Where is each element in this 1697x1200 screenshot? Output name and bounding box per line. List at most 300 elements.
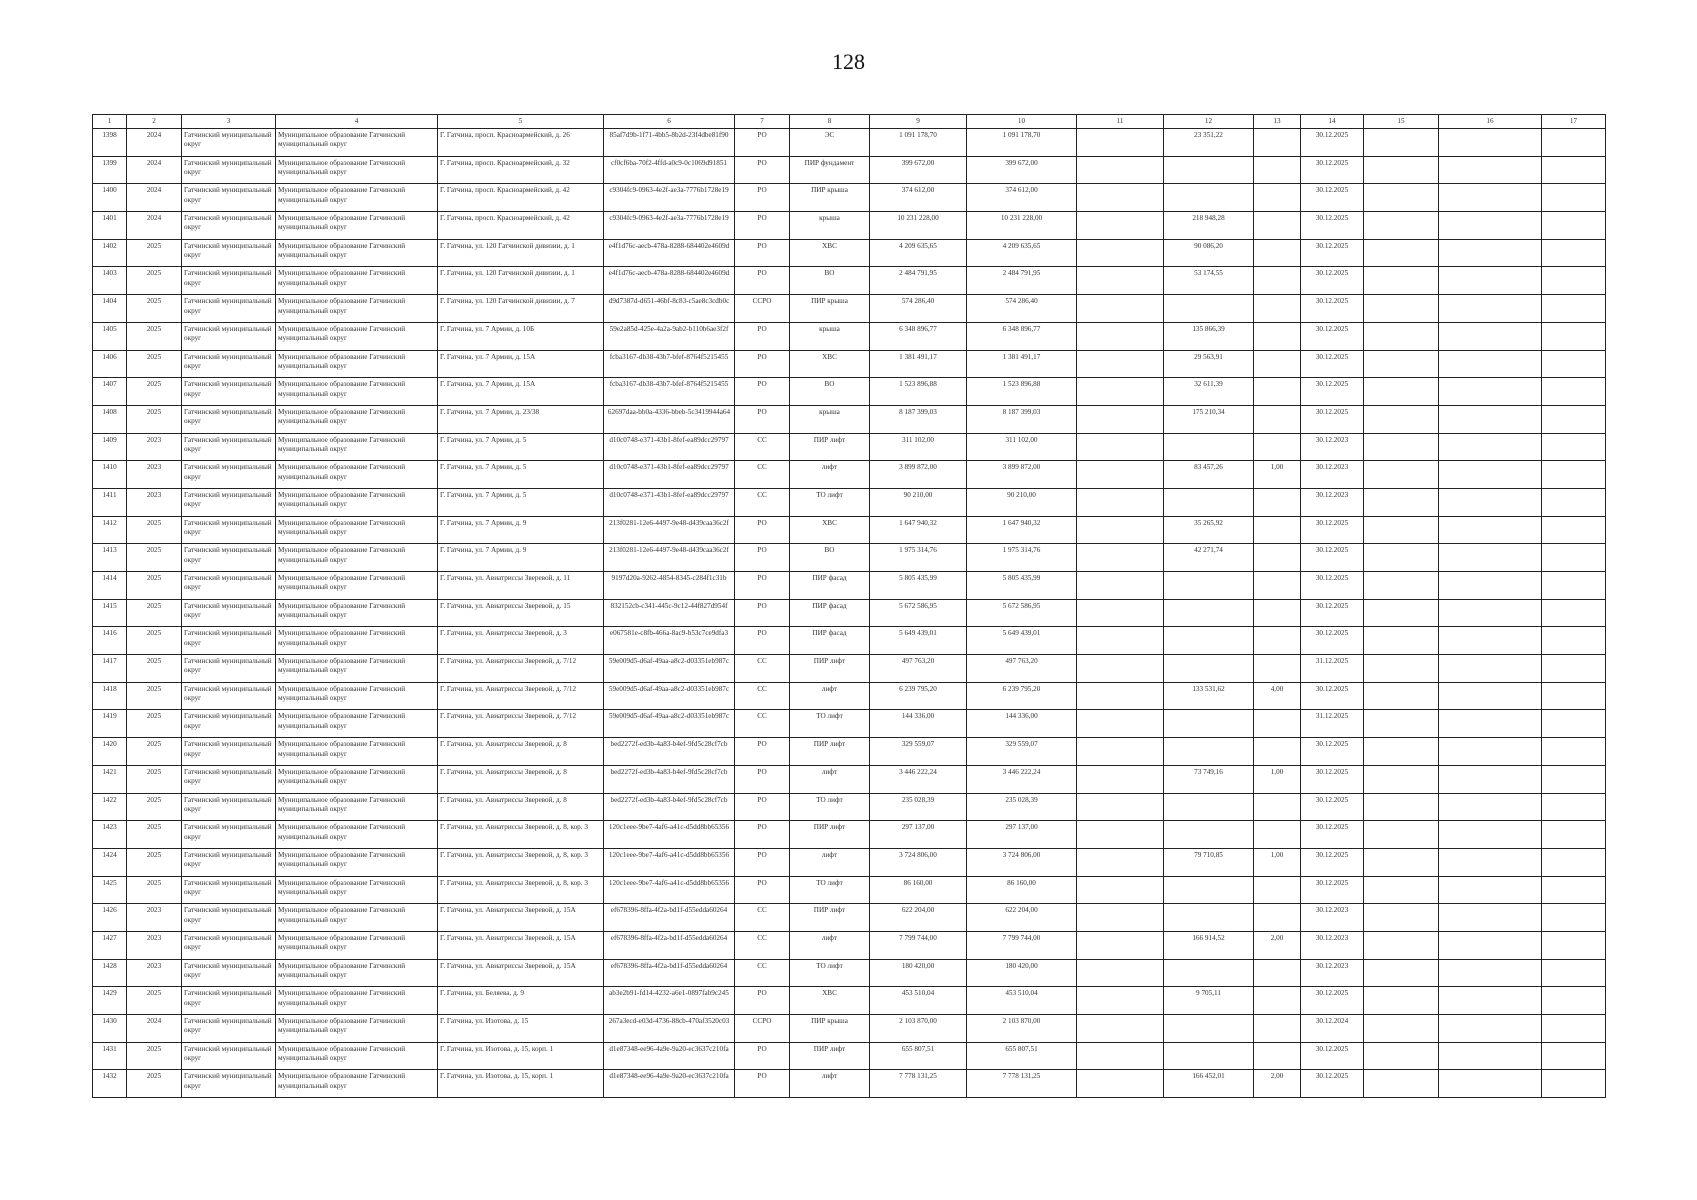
- cell-col-17: [1542, 627, 1606, 655]
- cell-col-12: [1164, 793, 1254, 821]
- cell-deadline: 30.12.2025: [1301, 516, 1364, 544]
- cell-row-number: 1398: [93, 129, 127, 157]
- column-header-7: 7: [735, 115, 790, 129]
- cell-municipality: Муниципальное образование Гатчинский муниципальный округ: [276, 987, 438, 1015]
- cell-col-17: [1542, 488, 1606, 516]
- cell-municipality: Муниципальное образование Гатчинский муниципальный округ: [276, 350, 438, 378]
- cell-fund-type: РО: [735, 738, 790, 766]
- cell-col-12: 90 086,20: [1164, 239, 1254, 267]
- cell-col-13: [1254, 627, 1301, 655]
- cell-col-13: [1254, 267, 1301, 295]
- cell-district: Гатчинский муниципальный округ: [182, 627, 276, 655]
- table-row: [93, 959, 1606, 987]
- cell-deadline: 30.12.2025: [1301, 129, 1364, 157]
- cell-house-id: 213f0281-12e6-4497-9e48-d439caa36c2f: [604, 544, 735, 572]
- cell-col-12: 79 710,85: [1164, 848, 1254, 876]
- cell-year: 2024: [127, 212, 182, 240]
- register-table: [92, 114, 1606, 1098]
- cell-address: Г. Гатчина, ул. Авиатриссы Зверевой, д. 15А: [438, 904, 604, 932]
- table-row: [93, 572, 1606, 600]
- cell-deadline: 30.12.2024: [1301, 1015, 1364, 1043]
- cell-fund-type: РО: [735, 405, 790, 433]
- cell-col-11: [1077, 461, 1164, 489]
- cell-work-type: ХВС: [790, 239, 870, 267]
- cell-house-id: ab3e2b91-fd14-4232-a6e1-0897fab9c245: [604, 987, 735, 1015]
- cell-fund-cost: 374 612,00: [967, 184, 1077, 212]
- cell-col-12: 9 705,11: [1164, 987, 1254, 1015]
- cell-work-type: ПИР лифт: [790, 433, 870, 461]
- cell-col-11: [1077, 876, 1164, 904]
- page-number: 128: [832, 49, 865, 74]
- cell-house-id: bed2272f-ed3b-4a83-b4ef-9fd5c28cf7cb: [604, 738, 735, 766]
- cell-col-17: [1542, 129, 1606, 157]
- cell-district: Гатчинский муниципальный округ: [182, 156, 276, 184]
- cell-col-17: [1542, 322, 1606, 350]
- table-row: [93, 1042, 1606, 1070]
- cell-fund-cost: 655 807,51: [967, 1042, 1077, 1070]
- table-row: [93, 904, 1606, 932]
- cell-col-13: [1254, 710, 1301, 738]
- cell-row-number: 1405: [93, 322, 127, 350]
- cell-year: 2023: [127, 433, 182, 461]
- cell-col-11: [1077, 129, 1164, 157]
- cell-total-cost: 6 348 896,77: [870, 322, 967, 350]
- cell-district: Гатчинский муниципальный округ: [182, 378, 276, 406]
- table-row: [93, 1015, 1606, 1043]
- cell-fund-type: РО: [735, 239, 790, 267]
- cell-fund-type: СС: [735, 655, 790, 683]
- cell-year: 2024: [127, 156, 182, 184]
- cell-year: 2025: [127, 1042, 182, 1070]
- cell-deadline: 30.12.2025: [1301, 156, 1364, 184]
- cell-municipality: Муниципальное образование Гатчинский муниципальный округ: [276, 738, 438, 766]
- cell-col-15: [1364, 710, 1439, 738]
- cell-fund-type: РО: [735, 1070, 790, 1098]
- column-header-3: 3: [182, 115, 276, 129]
- cell-col-13: [1254, 433, 1301, 461]
- cell-fund-type: СС: [735, 959, 790, 987]
- cell-district: Гатчинский муниципальный округ: [182, 572, 276, 600]
- cell-row-number: 1428: [93, 959, 127, 987]
- cell-house-id: ef678396-8ffa-4f2a-bd1f-d55edda60264: [604, 959, 735, 987]
- cell-municipality: Муниципальное образование Гатчинский муниципальный округ: [276, 1015, 438, 1043]
- cell-district: Гатчинский муниципальный округ: [182, 848, 276, 876]
- cell-municipality: Муниципальное образование Гатчинский муниципальный округ: [276, 267, 438, 295]
- cell-col-12: [1164, 295, 1254, 323]
- table-row: [93, 295, 1606, 323]
- cell-fund-cost: 1 091 178,70: [967, 129, 1077, 157]
- cell-row-number: 1420: [93, 738, 127, 766]
- cell-col-13: 2,00: [1254, 931, 1301, 959]
- cell-district: Гатчинский муниципальный округ: [182, 599, 276, 627]
- cell-row-number: 1400: [93, 184, 127, 212]
- cell-address: Г. Гатчина, ул. 7 Армии, д. 5: [438, 488, 604, 516]
- cell-work-type: ТО лифт: [790, 793, 870, 821]
- cell-deadline: 30.12.2023: [1301, 488, 1364, 516]
- cell-col-17: [1542, 433, 1606, 461]
- table-row: [93, 738, 1606, 766]
- cell-col-11: [1077, 682, 1164, 710]
- cell-fund-type: РО: [735, 212, 790, 240]
- cell-work-type: крыша: [790, 405, 870, 433]
- cell-col-16: [1439, 959, 1542, 987]
- cell-col-13: [1254, 156, 1301, 184]
- table-row: [93, 405, 1606, 433]
- cell-col-15: [1364, 516, 1439, 544]
- cell-col-11: [1077, 350, 1164, 378]
- cell-total-cost: 7 778 131,25: [870, 1070, 967, 1098]
- cell-municipality: Муниципальное образование Гатчинский муниципальный округ: [276, 239, 438, 267]
- cell-address: Г. Гатчина, ул. Авиатриссы Зверевой, д. 7/12: [438, 710, 604, 738]
- cell-col-13: [1254, 959, 1301, 987]
- cell-col-15: [1364, 156, 1439, 184]
- cell-house-id: 59e009d5-d6af-49aa-a8c2-d03351eb987c: [604, 710, 735, 738]
- cell-fund-type: РО: [735, 627, 790, 655]
- cell-col-17: [1542, 156, 1606, 184]
- cell-deadline: 30.12.2025: [1301, 738, 1364, 766]
- cell-work-type: ПИР лифт: [790, 655, 870, 683]
- cell-fund-cost: 10 231 228,00: [967, 212, 1077, 240]
- table-row: [93, 876, 1606, 904]
- cell-year: 2025: [127, 987, 182, 1015]
- cell-fund-cost: 1 975 314,76: [967, 544, 1077, 572]
- cell-fund-cost: 6 348 896,77: [967, 322, 1077, 350]
- cell-address: Г. Гатчина, ул. 7 Армии, д. 23/38: [438, 405, 604, 433]
- cell-col-13: 1,00: [1254, 461, 1301, 489]
- cell-house-id: 213f0281-12e6-4497-9e48-d439caa36c2f: [604, 516, 735, 544]
- cell-col-15: [1364, 959, 1439, 987]
- cell-col-11: [1077, 959, 1164, 987]
- column-header-11: 11: [1077, 115, 1164, 129]
- cell-district: Гатчинский муниципальный округ: [182, 184, 276, 212]
- cell-total-cost: 2 484 791,95: [870, 267, 967, 295]
- cell-fund-type: РО: [735, 184, 790, 212]
- cell-col-17: [1542, 904, 1606, 932]
- cell-address: Г. Гатчина, ул. 7 Армии, д. 5: [438, 433, 604, 461]
- cell-year: 2025: [127, 267, 182, 295]
- cell-col-15: [1364, 488, 1439, 516]
- cell-col-13: 1,00: [1254, 848, 1301, 876]
- cell-house-id: d1e87348-ee96-4a9e-9a20-ec3637c210fa: [604, 1070, 735, 1098]
- cell-col-13: [1254, 405, 1301, 433]
- cell-col-15: [1364, 987, 1439, 1015]
- cell-col-11: [1077, 488, 1164, 516]
- cell-col-16: [1439, 821, 1542, 849]
- cell-total-cost: 574 286,40: [870, 295, 967, 323]
- table-row: [93, 433, 1606, 461]
- cell-year: 2024: [127, 1015, 182, 1043]
- cell-row-number: 1415: [93, 599, 127, 627]
- cell-work-type: ХВС: [790, 350, 870, 378]
- cell-col-12: 218 948,28: [1164, 212, 1254, 240]
- cell-col-16: [1439, 793, 1542, 821]
- cell-work-type: лифт: [790, 848, 870, 876]
- cell-fund-type: СС: [735, 710, 790, 738]
- cell-col-13: [1254, 295, 1301, 323]
- cell-deadline: 30.12.2025: [1301, 848, 1364, 876]
- cell-col-12: [1164, 904, 1254, 932]
- cell-fund-type: РО: [735, 848, 790, 876]
- cell-work-type: ЭС: [790, 129, 870, 157]
- cell-fund-cost: 399 672,00: [967, 156, 1077, 184]
- cell-fund-type: РО: [735, 516, 790, 544]
- cell-col-16: [1439, 488, 1542, 516]
- cell-total-cost: 374 612,00: [870, 184, 967, 212]
- cell-deadline: 30.12.2025: [1301, 322, 1364, 350]
- table-row: [93, 488, 1606, 516]
- cell-col-17: [1542, 682, 1606, 710]
- cell-col-15: [1364, 544, 1439, 572]
- cell-fund-type: РО: [735, 350, 790, 378]
- cell-municipality: Муниципальное образование Гатчинский муниципальный округ: [276, 544, 438, 572]
- cell-work-type: ВО: [790, 544, 870, 572]
- cell-house-id: 120c1eee-9be7-4af6-a41c-d5dd8bb65356: [604, 848, 735, 876]
- cell-col-12: 35 265,92: [1164, 516, 1254, 544]
- cell-address: Г. Гатчина, ул. 7 Армии, д. 9: [438, 516, 604, 544]
- cell-col-15: [1364, 1015, 1439, 1043]
- cell-deadline: 30.12.2025: [1301, 350, 1364, 378]
- cell-col-15: [1364, 572, 1439, 600]
- cell-fund-type: РО: [735, 987, 790, 1015]
- cell-col-11: [1077, 572, 1164, 600]
- table-row: [93, 793, 1606, 821]
- cell-fund-cost: 5 672 586,95: [967, 599, 1077, 627]
- cell-district: Гатчинский муниципальный округ: [182, 710, 276, 738]
- cell-row-number: 1413: [93, 544, 127, 572]
- cell-col-15: [1364, 793, 1439, 821]
- cell-deadline: 30.12.2025: [1301, 793, 1364, 821]
- cell-district: Гатчинский муниципальный округ: [182, 544, 276, 572]
- cell-col-12: 175 210,34: [1164, 405, 1254, 433]
- cell-col-16: [1439, 350, 1542, 378]
- cell-col-17: [1542, 378, 1606, 406]
- cell-fund-type: СС: [735, 904, 790, 932]
- table-row: [93, 682, 1606, 710]
- cell-total-cost: 4 209 635,65: [870, 239, 967, 267]
- cell-municipality: Муниципальное образование Гатчинский муниципальный округ: [276, 931, 438, 959]
- cell-house-id: e4f1d76c-aecb-478a-8288-684402e4609d: [604, 267, 735, 295]
- cell-house-id: bed2272f-ed3b-4a83-b4ef-9fd5c28cf7cb: [604, 793, 735, 821]
- table-row: [93, 821, 1606, 849]
- cell-row-number: 1422: [93, 793, 127, 821]
- cell-total-cost: 1 975 314,76: [870, 544, 967, 572]
- cell-deadline: 30.12.2025: [1301, 239, 1364, 267]
- cell-work-type: лифт: [790, 931, 870, 959]
- cell-row-number: 1425: [93, 876, 127, 904]
- cell-district: Гатчинский муниципальный округ: [182, 931, 276, 959]
- cell-house-id: e067581e-c8fb-466a-8ac9-b53c7ce9dfa3: [604, 627, 735, 655]
- cell-col-11: [1077, 405, 1164, 433]
- cell-fund-cost: 2 484 791,95: [967, 267, 1077, 295]
- cell-col-13: [1254, 239, 1301, 267]
- cell-address: Г. Гатчина, просп. Красноармейский, д. 42: [438, 184, 604, 212]
- cell-col-11: [1077, 848, 1164, 876]
- cell-house-id: 267a3ecd-e03d-4736-88cb-470af3520c03: [604, 1015, 735, 1043]
- cell-col-13: [1254, 516, 1301, 544]
- cell-deadline: 30.12.2025: [1301, 876, 1364, 904]
- column-header-1: 1: [93, 115, 127, 129]
- cell-row-number: 1403: [93, 267, 127, 295]
- cell-address: Г. Гатчина, ул. 7 Армии, д. 5: [438, 461, 604, 489]
- cell-col-13: [1254, 488, 1301, 516]
- cell-total-cost: 8 187 399,03: [870, 405, 967, 433]
- table-row: [93, 1070, 1606, 1098]
- cell-municipality: Муниципальное образование Гатчинский муниципальный округ: [276, 682, 438, 710]
- cell-total-cost: 1 523 896,88: [870, 378, 967, 406]
- cell-col-17: [1542, 710, 1606, 738]
- column-header-2: 2: [127, 115, 182, 129]
- cell-year: 2025: [127, 405, 182, 433]
- cell-col-11: [1077, 765, 1164, 793]
- cell-municipality: Муниципальное образование Гатчинский муниципальный округ: [276, 461, 438, 489]
- cell-municipality: Муниципальное образование Гатчинский муниципальный округ: [276, 572, 438, 600]
- cell-municipality: Муниципальное образование Гатчинский муниципальный округ: [276, 959, 438, 987]
- table-row: [93, 378, 1606, 406]
- cell-district: Гатчинский муниципальный округ: [182, 682, 276, 710]
- cell-year: 2025: [127, 1070, 182, 1098]
- table-row: [93, 987, 1606, 1015]
- cell-deadline: 30.12.2023: [1301, 931, 1364, 959]
- cell-col-16: [1439, 267, 1542, 295]
- cell-address: Г. Гатчина, ул. 7 Армии, д. 15А: [438, 350, 604, 378]
- cell-fund-type: РО: [735, 378, 790, 406]
- cell-district: Гатчинский муниципальный округ: [182, 1015, 276, 1043]
- cell-col-12: [1164, 655, 1254, 683]
- cell-district: Гатчинский муниципальный округ: [182, 239, 276, 267]
- table-row: [93, 212, 1606, 240]
- cell-work-type: ПИР крыша: [790, 1015, 870, 1043]
- table-row: [93, 129, 1606, 157]
- cell-district: Гатчинский муниципальный округ: [182, 904, 276, 932]
- cell-year: 2025: [127, 239, 182, 267]
- cell-fund-cost: 1 381 491,17: [967, 350, 1077, 378]
- table-row: [93, 931, 1606, 959]
- cell-deadline: 31.12.2025: [1301, 655, 1364, 683]
- cell-col-15: [1364, 295, 1439, 323]
- cell-year: 2024: [127, 184, 182, 212]
- cell-row-number: 1423: [93, 821, 127, 849]
- cell-municipality: Муниципальное образование Гатчинский муниципальный округ: [276, 212, 438, 240]
- cell-address: Г. Гатчина, ул. Авиатриссы Зверевой, д. 8: [438, 738, 604, 766]
- cell-address: Г. Гатчина, просп. Красноармейский, д. 32: [438, 156, 604, 184]
- cell-col-11: [1077, 1042, 1164, 1070]
- cell-col-13: [1254, 738, 1301, 766]
- cell-house-id: 120c1eee-9be7-4af6-a41c-d5dd8bb65356: [604, 876, 735, 904]
- cell-col-17: [1542, 267, 1606, 295]
- cell-col-12: [1164, 876, 1254, 904]
- cell-col-17: [1542, 1015, 1606, 1043]
- cell-col-12: 166 452,01: [1164, 1070, 1254, 1098]
- cell-address: Г. Гатчина, ул. Авиатриссы Зверевой, д. 8, кор. 3: [438, 821, 604, 849]
- cell-col-13: 2,00: [1254, 1070, 1301, 1098]
- cell-col-17: [1542, 821, 1606, 849]
- cell-fund-cost: 1 647 940,32: [967, 516, 1077, 544]
- cell-row-number: 1416: [93, 627, 127, 655]
- cell-address: Г. Гатчина, просп. Красноармейский, д. 42: [438, 212, 604, 240]
- cell-fund-cost: 235 028,39: [967, 793, 1077, 821]
- cell-fund-type: СС: [735, 931, 790, 959]
- cell-address: Г. Гатчина, ул. Беляева, д. 9: [438, 987, 604, 1015]
- table-row: [93, 461, 1606, 489]
- cell-total-cost: 622 204,00: [870, 904, 967, 932]
- cell-col-17: [1542, 405, 1606, 433]
- cell-deadline: 31.12.2025: [1301, 710, 1364, 738]
- cell-col-17: [1542, 544, 1606, 572]
- cell-total-cost: 3 899 872,00: [870, 461, 967, 489]
- cell-col-16: [1439, 738, 1542, 766]
- cell-col-16: [1439, 572, 1542, 600]
- cell-total-cost: 7 799 744,00: [870, 931, 967, 959]
- cell-house-id: 62697daa-bb0a-4336-bbeb-5c3419944a64: [604, 405, 735, 433]
- cell-col-16: [1439, 655, 1542, 683]
- cell-col-15: [1364, 1070, 1439, 1098]
- cell-col-13: 1,00: [1254, 765, 1301, 793]
- cell-col-16: [1439, 378, 1542, 406]
- cell-col-15: [1364, 904, 1439, 932]
- cell-work-type: лифт: [790, 765, 870, 793]
- cell-col-16: [1439, 129, 1542, 157]
- column-header-9: 9: [870, 115, 967, 129]
- cell-year: 2023: [127, 931, 182, 959]
- cell-col-17: [1542, 461, 1606, 489]
- cell-district: Гатчинский муниципальный округ: [182, 959, 276, 987]
- cell-address: Г. Гатчина, ул. Изотова, д. 15, корп. 1: [438, 1042, 604, 1070]
- cell-total-cost: 3 446 222,24: [870, 765, 967, 793]
- cell-col-12: [1164, 433, 1254, 461]
- cell-col-15: [1364, 599, 1439, 627]
- table-row: [93, 184, 1606, 212]
- cell-address: Г. Гатчина, ул. 120 Гатчинской дивизии, д. 1: [438, 239, 604, 267]
- cell-col-12: 29 563,91: [1164, 350, 1254, 378]
- cell-fund-cost: 497 763,20: [967, 655, 1077, 683]
- cell-total-cost: 329 559,07: [870, 738, 967, 766]
- cell-address: Г. Гатчина, ул. 120 Гатчинской дивизии, д. 7: [438, 295, 604, 323]
- cell-col-16: [1439, 433, 1542, 461]
- cell-work-type: ПИР лифт: [790, 821, 870, 849]
- cell-fund-type: РО: [735, 876, 790, 904]
- cell-house-id: 85af7d9b-1f71-4bb5-8b2d-23f4dbe81f90: [604, 129, 735, 157]
- cell-year: 2025: [127, 848, 182, 876]
- cell-work-type: ТО лифт: [790, 876, 870, 904]
- cell-col-12: 32 611,39: [1164, 378, 1254, 406]
- cell-col-15: [1364, 627, 1439, 655]
- cell-col-12: [1164, 959, 1254, 987]
- cell-house-id: e4f1d76c-aecb-478a-8288-684402e4609d: [604, 239, 735, 267]
- column-header-14: 14: [1301, 115, 1364, 129]
- cell-year: 2025: [127, 378, 182, 406]
- cell-house-id: 59e009d5-d6af-49aa-a8c2-d03351eb987c: [604, 655, 735, 683]
- cell-col-13: [1254, 129, 1301, 157]
- cell-deadline: 30.12.2025: [1301, 184, 1364, 212]
- cell-col-11: [1077, 710, 1164, 738]
- cell-address: Г. Гатчина, ул. Авиатриссы Зверевой, д. 7/12: [438, 655, 604, 683]
- cell-col-12: [1164, 738, 1254, 766]
- cell-deadline: 30.12.2025: [1301, 572, 1364, 600]
- cell-col-15: [1364, 931, 1439, 959]
- cell-col-12: 166 914,52: [1164, 931, 1254, 959]
- cell-district: Гатчинский муниципальный округ: [182, 987, 276, 1015]
- cell-district: Гатчинский муниципальный округ: [182, 433, 276, 461]
- cell-municipality: Муниципальное образование Гатчинский муниципальный округ: [276, 904, 438, 932]
- column-header-4: 4: [276, 115, 438, 129]
- cell-year: 2025: [127, 350, 182, 378]
- cell-work-type: ВО: [790, 267, 870, 295]
- cell-col-17: [1542, 987, 1606, 1015]
- cell-house-id: 9197d20a-9262-4854-8345-c284f1c31b: [604, 572, 735, 600]
- cell-year: 2023: [127, 488, 182, 516]
- cell-district: Гатчинский муниципальный округ: [182, 876, 276, 904]
- cell-total-cost: 399 672,00: [870, 156, 967, 184]
